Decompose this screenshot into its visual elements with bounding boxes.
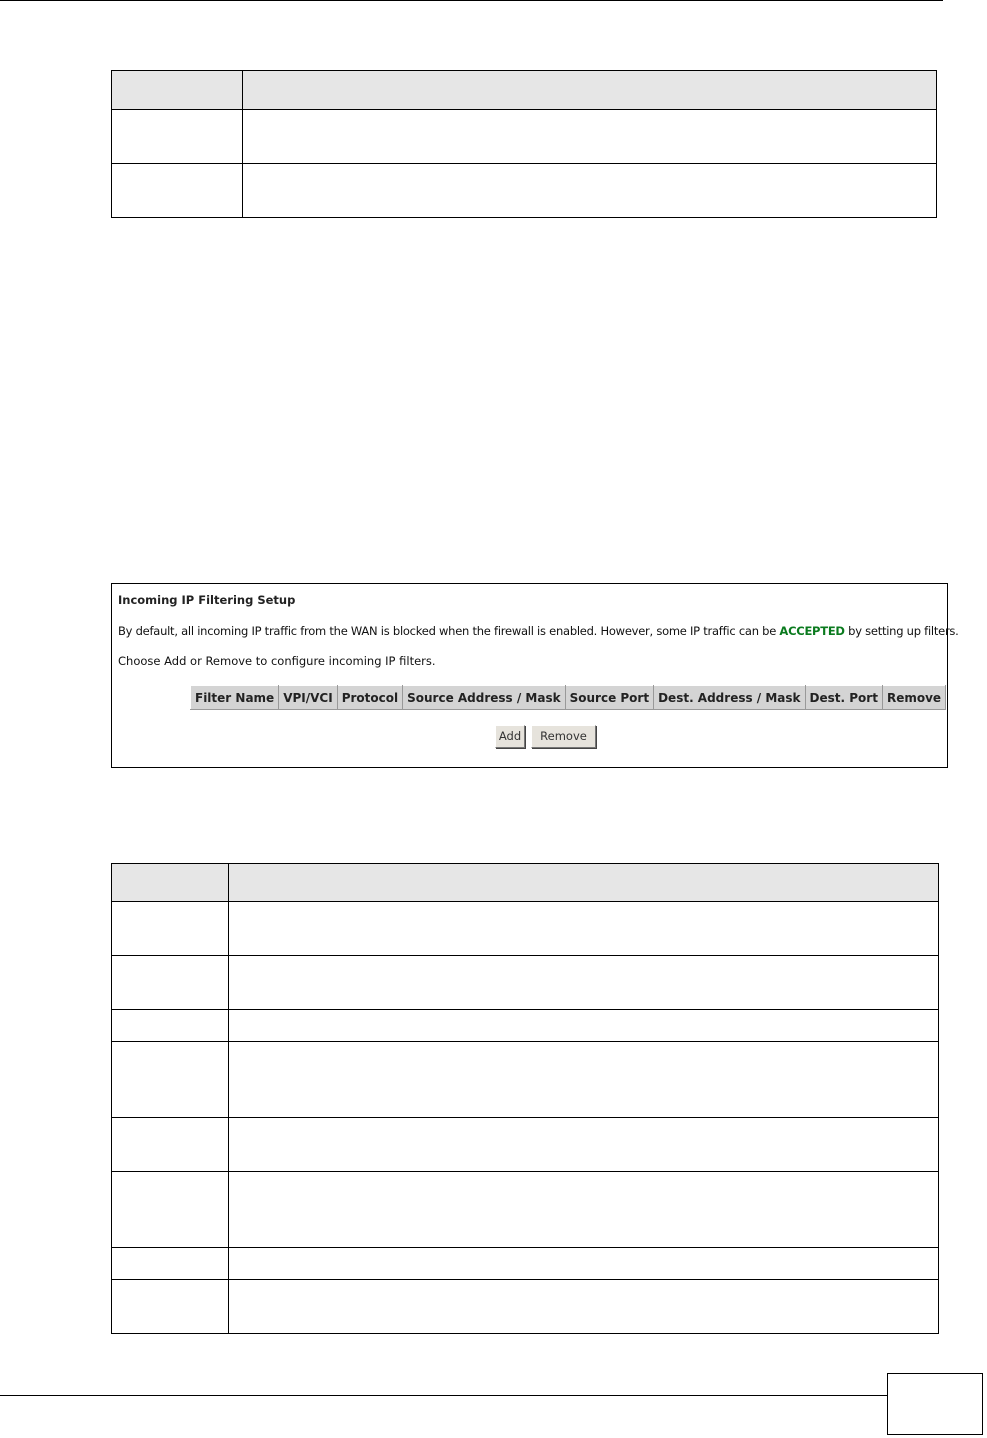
accepted-emphasis: ACCEPTED [779, 624, 845, 638]
row-label [112, 1172, 229, 1248]
row-description [243, 110, 937, 164]
table-row [112, 1010, 939, 1042]
column-dest-port: Dest. Port [805, 686, 882, 710]
column-source-port: Source Port [565, 686, 653, 710]
table-row [112, 956, 939, 1010]
row-description [229, 1042, 939, 1118]
row-description [229, 1118, 939, 1172]
table-row [112, 1172, 939, 1248]
remove-button[interactable]: Remove [531, 725, 596, 748]
row-description [229, 956, 939, 1010]
filter-table-header-row [191, 686, 946, 710]
column-remove: Remove [882, 686, 945, 710]
table-row [112, 164, 937, 218]
table-row [112, 1118, 939, 1172]
table-row [112, 110, 937, 164]
filter-table [190, 685, 946, 710]
add-button[interactable]: Add [495, 725, 525, 748]
page-number-box [887, 1373, 983, 1435]
row-label [112, 1042, 229, 1118]
row-label [112, 110, 243, 164]
panel-title: Incoming IP Filtering Setup [118, 593, 296, 607]
column-protocol: Protocol [337, 686, 402, 710]
footer-rule [0, 1395, 887, 1396]
description-text-after: by setting up filters. [844, 624, 959, 638]
column-source-address-mask: Source Address / Mask [403, 686, 566, 710]
doc-table-2 [111, 863, 939, 1334]
table-row [112, 1042, 939, 1118]
header-cell-description [229, 864, 939, 902]
table-header-row [112, 864, 939, 902]
row-description [229, 902, 939, 956]
description-text-before: By default, all incoming IP traffic from the WAN is blocked when the firewall is enabled. However, some IP traffic can be [118, 624, 780, 638]
incoming-ip-filtering-panel [111, 583, 959, 768]
table-row [112, 1248, 939, 1280]
table-header-row [112, 71, 937, 110]
row-label [112, 956, 229, 1010]
column-dest-address-mask: Dest. Address / Mask [654, 686, 805, 710]
header-cell-label [112, 71, 243, 110]
column-vpi-vci: VPI/VCI [279, 686, 338, 710]
doc-table-1 [111, 70, 937, 218]
table-row [112, 1280, 939, 1334]
panel-instruction: Choose Add or Remove to configure incoming IP filters. [118, 654, 436, 668]
row-label [112, 902, 229, 956]
header-cell-description [243, 71, 937, 110]
row-label [112, 1280, 229, 1334]
header-cell-label [112, 864, 229, 902]
row-label [112, 1248, 229, 1280]
row-description [229, 1010, 939, 1042]
header-rule [0, 0, 943, 1]
row-label [112, 1010, 229, 1042]
row-label [112, 1118, 229, 1172]
table-row [112, 902, 939, 956]
row-description [243, 164, 937, 218]
column-filter-name: Filter Name [191, 686, 279, 710]
row-label [112, 164, 243, 218]
row-description [229, 1248, 939, 1280]
panel-description [118, 624, 959, 638]
row-description [229, 1280, 939, 1334]
row-description [229, 1172, 939, 1248]
